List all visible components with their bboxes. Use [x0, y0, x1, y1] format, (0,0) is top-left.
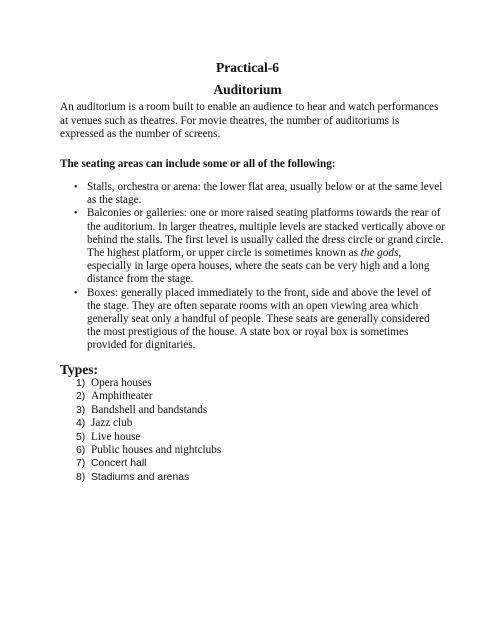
bullet-text-balconies-after: , especially in large opera houses, where the seats can be very high and a long distance from the stage. [87, 247, 430, 286]
list-item [60, 287, 445, 353]
bullet-icon: • [74, 182, 78, 193]
type-label: Concert hall [91, 458, 147, 470]
seating-list [60, 181, 445, 353]
list-item [76, 404, 221, 417]
list-number: 6) [76, 445, 86, 457]
list-number: 8) [76, 471, 86, 483]
list-item [60, 181, 445, 207]
bullet-icon: • [74, 208, 78, 220]
list-item [76, 417, 221, 430]
list-number: 5) [76, 431, 86, 443]
intro-paragraph: An auditorium is a room built to enable an audience to hear and watch performances at venues such as theatres. For movie theatres, the number of auditoriums is expressed as the number of screens. [60, 101, 439, 141]
page-subtitle: Auditorium [213, 82, 282, 97]
types-heading: Types: [60, 362, 99, 377]
list-number: 4) [76, 418, 86, 430]
bullet-text-the-gods: the gods [360, 247, 399, 260]
list-item [76, 444, 221, 457]
list-item [76, 390, 221, 403]
page-title: Practical-6 [216, 60, 279, 75]
type-label: Jazz club [91, 417, 133, 430]
bullet-icon: • [74, 287, 78, 299]
type-label: Amphitheater [91, 390, 153, 403]
list-number: 3) [76, 404, 86, 416]
list-number: 1) [76, 378, 86, 389]
bullet-text-stalls: Stalls, orchestra or arena: the lower flat area, usually below or at the same level as the stage. [87, 181, 443, 207]
list-item [76, 471, 221, 484]
list-item [76, 431, 221, 444]
type-label: Opera houses [91, 377, 152, 389]
bullet-text-balconies-before: Balconies or galleries: one or more raised seating platforms towards the rear of the auditorium. In larger theatres, multiple levels are stacked vertically above or behind the stalls. The first level is usually called the dress circle or grand circle. The highest platform, or upper circle is sometimes known as [87, 207, 445, 260]
type-label: Live house [91, 430, 141, 443]
list-item [60, 207, 445, 286]
list-item [76, 377, 221, 390]
type-label: Public houses and nightclubs [91, 444, 222, 457]
list-item [76, 457, 221, 470]
type-label: Stadiums and arenas [91, 471, 190, 483]
list-number: 7) [76, 458, 86, 470]
list-number: 2) [76, 391, 86, 403]
bullet-text-boxes: Boxes: generally placed immediately to the front, side and above the level of the stage. They are often separate rooms with an open viewing area which generally seat only a handful of people. These seats are generally considered the most prestigious of the house. A state box or royal box is sometimes provided for dignitaries. [87, 286, 431, 352]
types-list [76, 377, 221, 484]
type-label: Bandshell and bandstands [91, 403, 208, 416]
seating-heading: The seating areas can include some or all of the following: [60, 158, 336, 170]
